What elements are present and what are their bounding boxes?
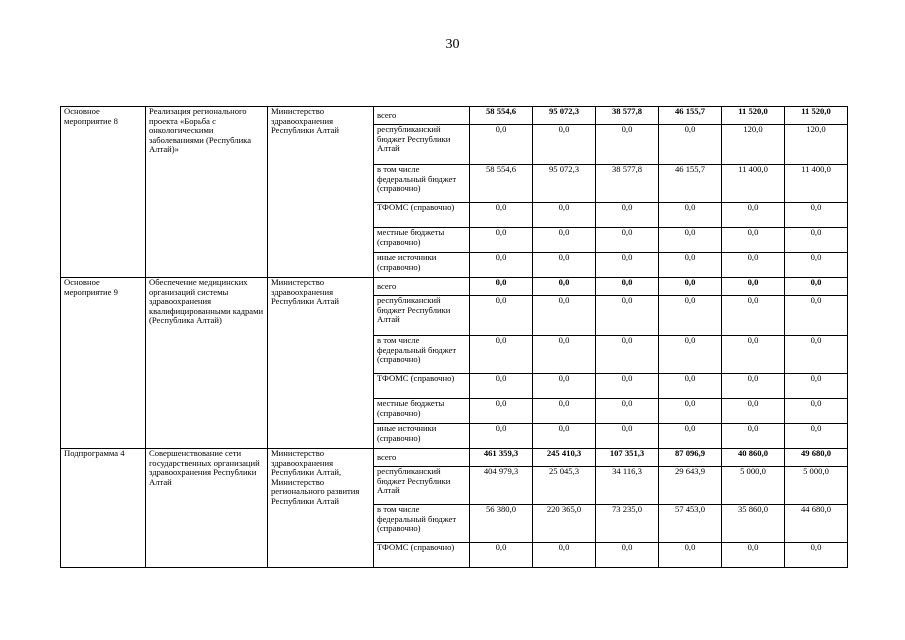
amount-cell: 404 979,3 bbox=[470, 467, 533, 505]
program-type-cell: Основное мероприятие 8 bbox=[61, 107, 146, 278]
amount-cell: 0,0 bbox=[722, 278, 785, 296]
amount-cell: 0,0 bbox=[533, 543, 596, 568]
amount-cell: 95 072,3 bbox=[533, 107, 596, 125]
amount-cell: 0,0 bbox=[722, 336, 785, 374]
amount-cell: 0,0 bbox=[785, 296, 848, 336]
amount-cell: 0,0 bbox=[533, 296, 596, 336]
amount-cell: 0,0 bbox=[596, 278, 659, 296]
funding-source-label: ТФОМС (справочно) bbox=[374, 203, 470, 228]
amount-cell: 0,0 bbox=[659, 424, 722, 449]
amount-cell: 0,0 bbox=[785, 543, 848, 568]
amount-cell: 46 155,7 bbox=[659, 107, 722, 125]
amount-cell: 0,0 bbox=[470, 125, 533, 165]
amount-cell: 0,0 bbox=[596, 543, 659, 568]
amount-cell: 38 577,8 bbox=[596, 107, 659, 125]
amount-cell: 56 380,0 bbox=[470, 505, 533, 543]
amount-cell: 0,0 bbox=[722, 253, 785, 278]
amount-cell: 0,0 bbox=[596, 296, 659, 336]
amount-cell: 34 116,3 bbox=[596, 467, 659, 505]
amount-cell: 0,0 bbox=[785, 374, 848, 399]
amount-cell: 0,0 bbox=[596, 336, 659, 374]
amount-cell: 107 351,3 bbox=[596, 449, 659, 467]
amount-cell: 0,0 bbox=[596, 203, 659, 228]
amount-cell: 0,0 bbox=[659, 374, 722, 399]
amount-cell: 95 072,3 bbox=[533, 165, 596, 203]
amount-cell: 0,0 bbox=[533, 253, 596, 278]
amount-cell: 0,0 bbox=[722, 543, 785, 568]
amount-cell: 0,0 bbox=[659, 253, 722, 278]
budget-table bbox=[60, 106, 848, 568]
funding-source-label: ТФОМС (справочно) bbox=[374, 374, 470, 399]
amount-cell: 0,0 bbox=[533, 336, 596, 374]
amount-cell: 0,0 bbox=[659, 336, 722, 374]
amount-cell: 0,0 bbox=[470, 399, 533, 424]
amount-cell: 0,0 bbox=[659, 543, 722, 568]
amount-cell: 0,0 bbox=[785, 278, 848, 296]
amount-cell: 120,0 bbox=[722, 125, 785, 165]
amount-cell: 0,0 bbox=[470, 543, 533, 568]
amount-cell: 0,0 bbox=[722, 424, 785, 449]
amount-cell: 0,0 bbox=[785, 228, 848, 253]
amount-cell: 11 520,0 bbox=[785, 107, 848, 125]
page-number: 30 bbox=[445, 37, 460, 52]
amount-cell: 0,0 bbox=[785, 399, 848, 424]
amount-cell: 245 410,3 bbox=[533, 449, 596, 467]
amount-cell: 25 045,3 bbox=[533, 467, 596, 505]
amount-cell: 5 000,0 bbox=[722, 467, 785, 505]
amount-cell: 0,0 bbox=[596, 399, 659, 424]
amount-cell: 11 400,0 bbox=[785, 165, 848, 203]
amount-cell: 46 155,7 bbox=[659, 165, 722, 203]
amount-cell: 0,0 bbox=[596, 228, 659, 253]
amount-cell: 0,0 bbox=[722, 374, 785, 399]
amount-cell: 58 554,6 bbox=[470, 165, 533, 203]
amount-cell: 0,0 bbox=[470, 336, 533, 374]
amount-cell: 0,0 bbox=[533, 278, 596, 296]
amount-cell: 0,0 bbox=[659, 296, 722, 336]
amount-cell: 0,0 bbox=[470, 424, 533, 449]
funding-source-label: всего bbox=[374, 107, 470, 125]
amount-cell: 0,0 bbox=[470, 253, 533, 278]
amount-cell: 0,0 bbox=[533, 228, 596, 253]
funding-source-label: в том числе федеральный бюджет (справочно) bbox=[374, 505, 470, 543]
amount-cell: 0,0 bbox=[785, 253, 848, 278]
amount-cell: 35 860,0 bbox=[722, 505, 785, 543]
amount-cell: 40 860,0 bbox=[722, 449, 785, 467]
amount-cell: 5 000,0 bbox=[785, 467, 848, 505]
amount-cell: 0,0 bbox=[533, 203, 596, 228]
amount-cell: 0,0 bbox=[659, 203, 722, 228]
amount-cell: 0,0 bbox=[470, 228, 533, 253]
amount-cell: 0,0 bbox=[470, 203, 533, 228]
amount-cell: 0,0 bbox=[659, 125, 722, 165]
funding-source-label: иные источники (справочно) bbox=[374, 424, 470, 449]
funding-source-label: в том числе федеральный бюджет (справочно) bbox=[374, 336, 470, 374]
amount-cell: 0,0 bbox=[785, 203, 848, 228]
funding-source-label: в том числе федеральный бюджет (справочно) bbox=[374, 165, 470, 203]
amount-cell: 11 400,0 bbox=[722, 165, 785, 203]
amount-cell: 0,0 bbox=[722, 228, 785, 253]
amount-cell: 29 643,9 bbox=[659, 467, 722, 505]
amount-cell: 0,0 bbox=[722, 203, 785, 228]
funding-source-label: местные бюджеты (справочно) bbox=[374, 228, 470, 253]
amount-cell: 0,0 bbox=[785, 424, 848, 449]
funding-source-label: республиканский бюджет Республики Алтай bbox=[374, 125, 470, 165]
amount-cell: 0,0 bbox=[722, 296, 785, 336]
amount-cell: 461 359,3 bbox=[470, 449, 533, 467]
amount-cell: 0,0 bbox=[533, 374, 596, 399]
amount-cell: 0,0 bbox=[659, 278, 722, 296]
amount-cell: 0,0 bbox=[470, 374, 533, 399]
program-name-cell: Обеспечение медицинских организаций системы здравоохранения квалифицированными кадрами (Республика Алтай) bbox=[146, 278, 268, 449]
funding-source-label: республиканский бюджет Республики Алтай bbox=[374, 467, 470, 505]
funding-source-label: всего bbox=[374, 278, 470, 296]
executor-cell: Министерство здравоохранения Республики Алтай bbox=[268, 278, 374, 449]
executor-cell: Министерство здравоохранения Республики Алтай, Министерство регионального развития Республики Алтай bbox=[268, 449, 374, 568]
funding-source-label: иные источники (справочно) bbox=[374, 253, 470, 278]
amount-cell: 58 554,6 bbox=[470, 107, 533, 125]
amount-cell: 38 577,8 bbox=[596, 165, 659, 203]
amount-cell: 0,0 bbox=[596, 374, 659, 399]
amount-cell: 120,0 bbox=[785, 125, 848, 165]
amount-cell: 0,0 bbox=[659, 399, 722, 424]
table-row-total bbox=[61, 449, 848, 467]
amount-cell: 49 680,0 bbox=[785, 449, 848, 467]
amount-cell: 11 520,0 bbox=[722, 107, 785, 125]
amount-cell: 0,0 bbox=[596, 253, 659, 278]
program-type-cell: Подпрограмма 4 bbox=[61, 449, 146, 568]
program-name-cell: Реализация регионального проекта «Борьба с онкологическими заболеваниями (Республика Алтай)» bbox=[146, 107, 268, 278]
amount-cell: 87 096,9 bbox=[659, 449, 722, 467]
table-row-total bbox=[61, 107, 848, 125]
program-name-cell: Совершенствование сети государственных организаций здравоохранения Республики Алтай bbox=[146, 449, 268, 568]
amount-cell: 57 453,0 bbox=[659, 505, 722, 543]
amount-cell: 0,0 bbox=[533, 424, 596, 449]
amount-cell: 0,0 bbox=[659, 228, 722, 253]
amount-cell: 0,0 bbox=[785, 336, 848, 374]
amount-cell: 0,0 bbox=[470, 296, 533, 336]
funding-source-label: местные бюджеты (справочно) bbox=[374, 399, 470, 424]
program-type-cell: Основное мероприятие 9 bbox=[61, 278, 146, 449]
table-row-total bbox=[61, 278, 848, 296]
amount-cell: 73 235,0 bbox=[596, 505, 659, 543]
funding-source-label: ТФОМС (справочно) bbox=[374, 543, 470, 568]
funding-source-label: республиканский бюджет Республики Алтай bbox=[374, 296, 470, 336]
amount-cell: 0,0 bbox=[596, 424, 659, 449]
amount-cell: 0,0 bbox=[722, 399, 785, 424]
amount-cell: 0,0 bbox=[533, 125, 596, 165]
amount-cell: 0,0 bbox=[596, 125, 659, 165]
funding-source-label: всего bbox=[374, 449, 470, 467]
amount-cell: 220 365,0 bbox=[533, 505, 596, 543]
executor-cell: Министерство здравоохранения Республики Алтай bbox=[268, 107, 374, 278]
amount-cell: 0,0 bbox=[533, 399, 596, 424]
amount-cell: 0,0 bbox=[470, 278, 533, 296]
amount-cell: 44 680,0 bbox=[785, 505, 848, 543]
